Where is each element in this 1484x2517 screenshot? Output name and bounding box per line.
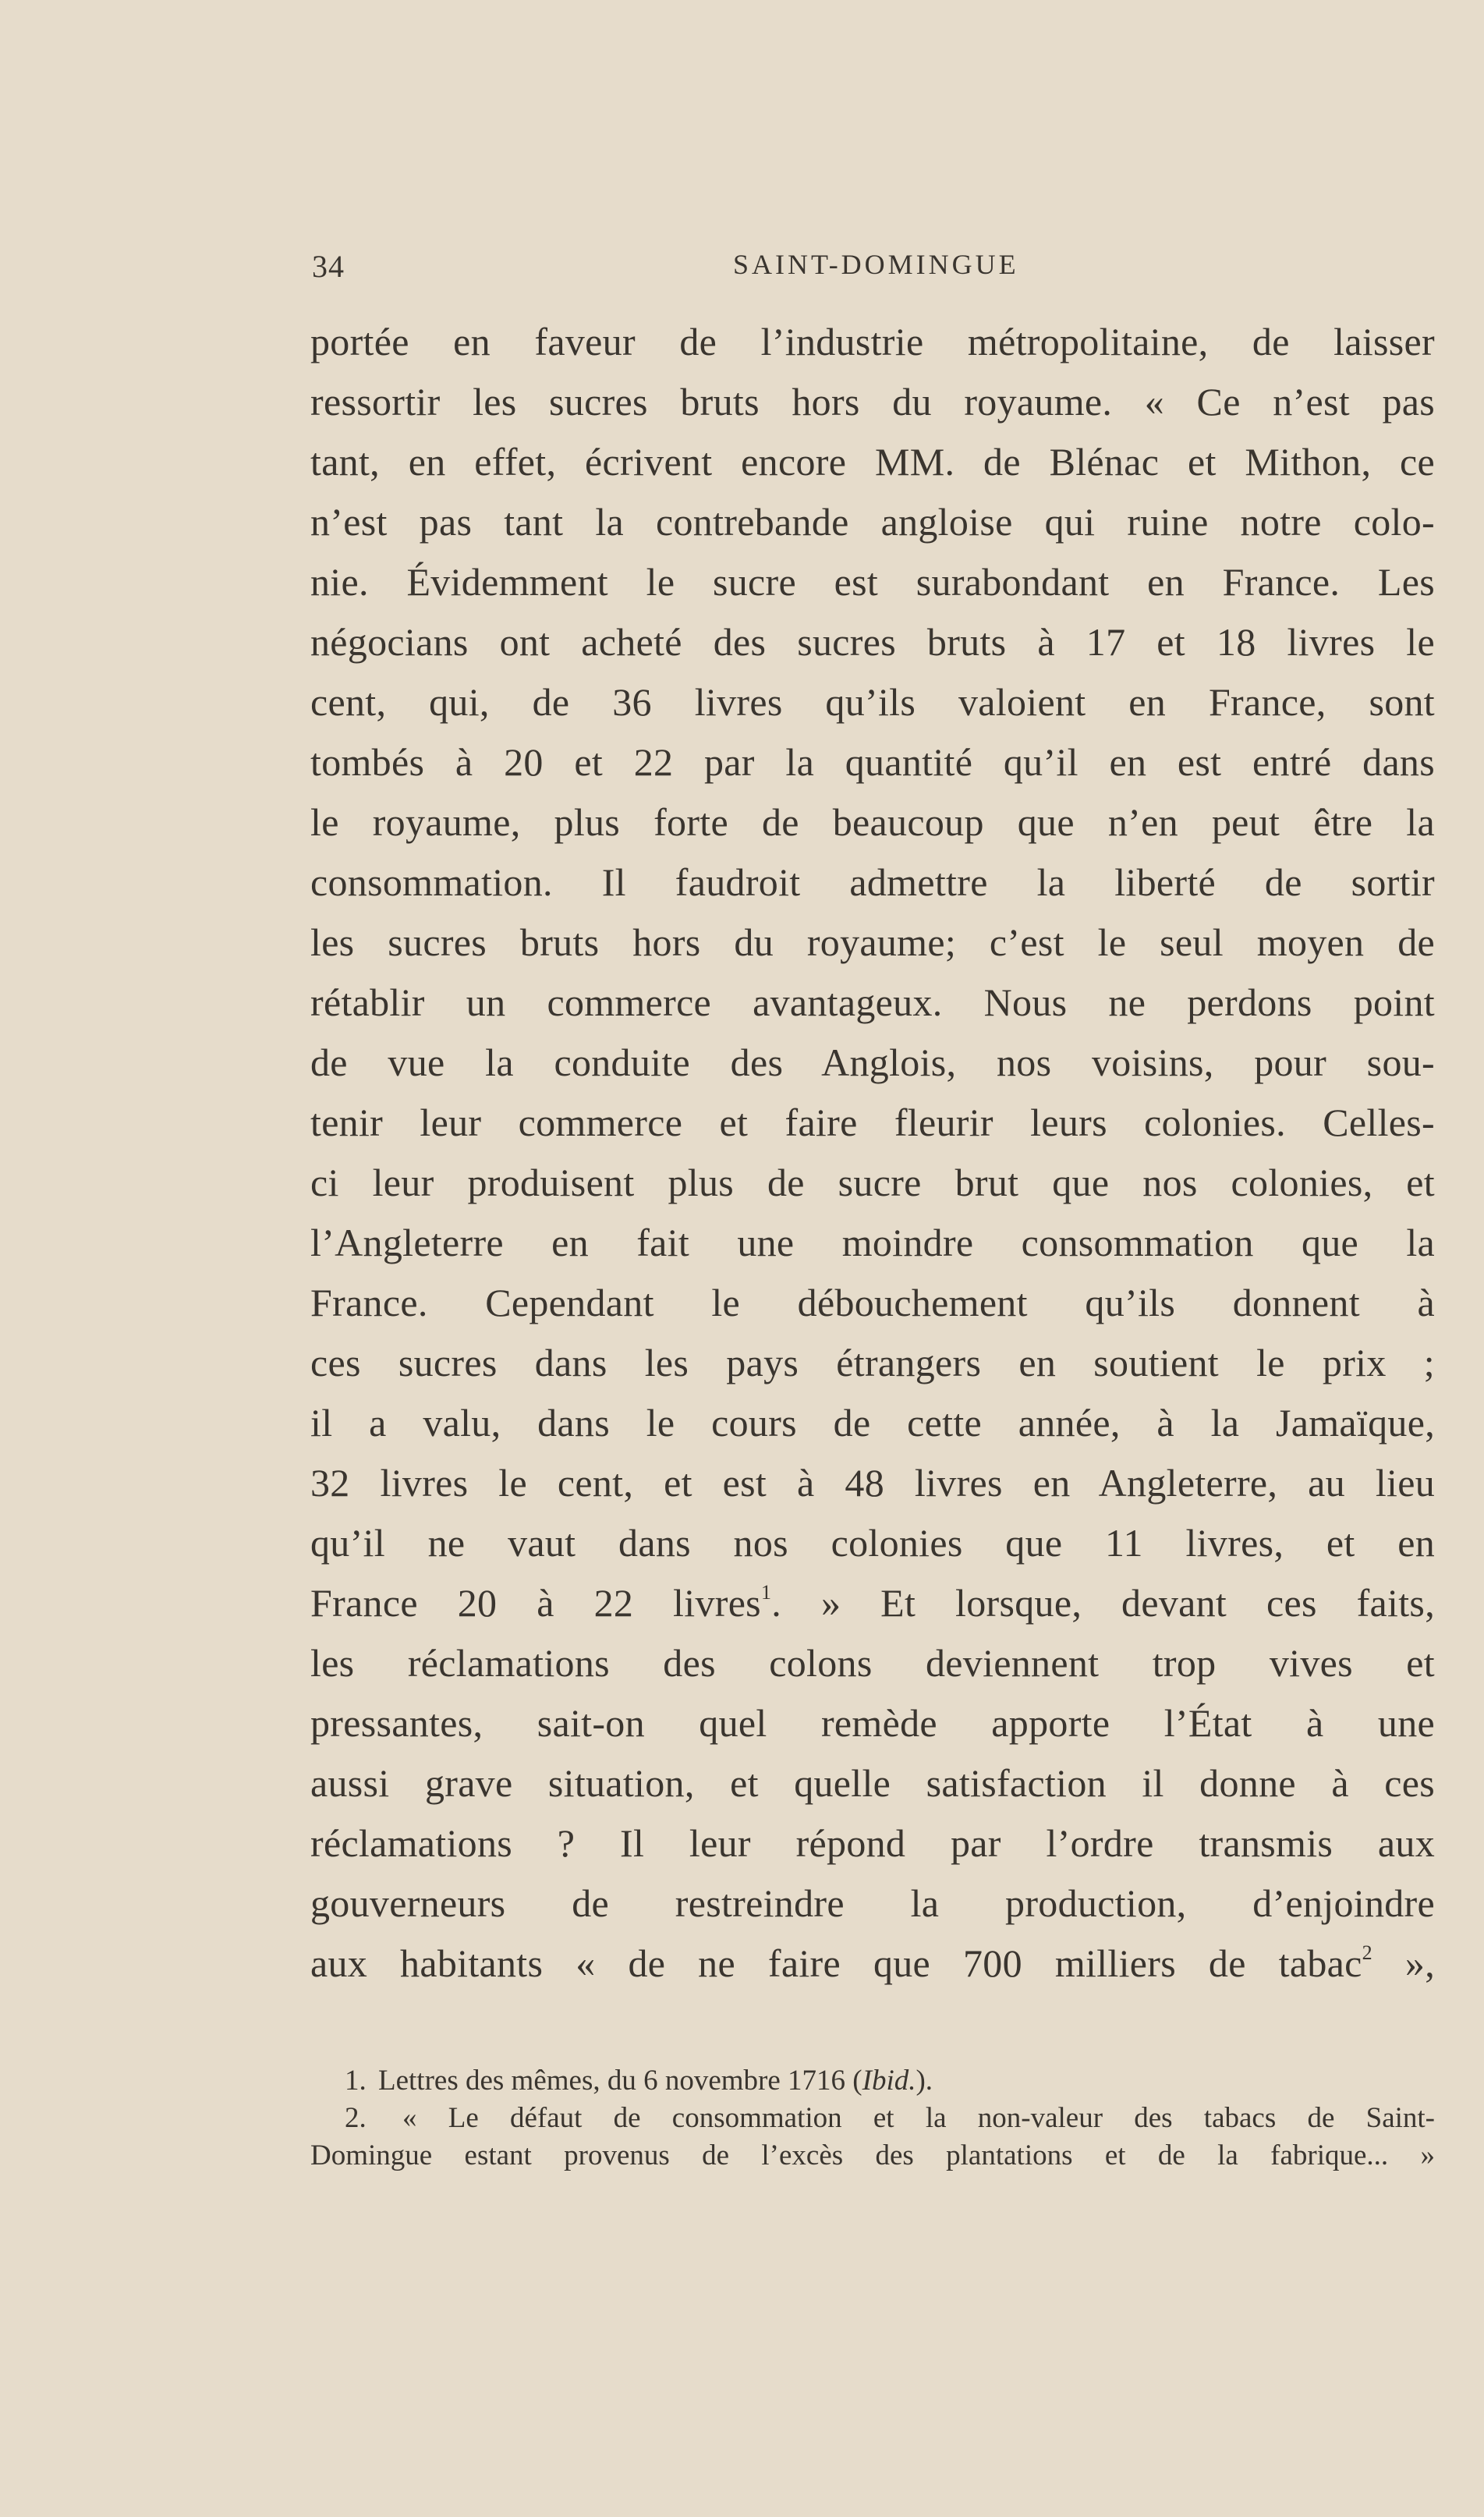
text-line: portée en faveur de l’industrie métropolitaine, de laisser [310,320,1435,363]
text-line: France. Cependant le débouchement qu’ils donnent à [310,1281,1435,1324]
text-line: pressantes, sait-on quel remède apporte l’État à une [310,1701,1435,1745]
footnote-2 [310,2100,1435,2137]
text-line: l’Angleterre en fait une moindre consommation que la [310,1221,1435,1264]
text-line: les sucres bruts hors du royaume; c’est le seul moyen de [310,920,1435,964]
footnote-text: « Le défaut de consommation et la non-valeur des tabacs de Saint- [402,2102,1436,2134]
text-line: négocians ont acheté des sucres bruts à 17 et 18 livres le [310,620,1435,664]
footnotes [310,2062,1435,2175]
footnote-ref-1: 1 [760,1581,772,1604]
text-line: n’est pas tant la contrebande angloise qui ruine notre colo- [310,500,1435,544]
footnote-1 [310,2062,1435,2100]
running-title: SAINT-DOMINGUE [733,249,1019,280]
footnote-ref-2: 2 [1362,1941,1372,1964]
text-segment: aux habitants « de ne faire que 700 milliers de tabac [310,1941,1362,1985]
text-line: rétablir un commerce avantageux. Nous ne perdons point [310,980,1435,1024]
text-line: aussi grave situation, et quelle satisfaction il donne à ces [310,1761,1435,1805]
text-line: tant, en effet, écrivent encore MM. de Blénac et Mithon, ce [310,440,1435,484]
footnote-italic: Ibid. [862,2065,916,2097]
text-line: le royaume, plus forte de beaucoup que n’en peut être la [310,800,1435,844]
text-segment: . » Et lorsque, devant ces faits, [771,1581,1435,1625]
text-line: il a valu, dans le cours de cette année, à la Jamaïque, [310,1401,1435,1445]
text-line: cent, qui, de 36 livres qu’ils valoient en France, sont [310,680,1435,724]
text-line: ci leur produisent plus de sucre brut que nos colonies, et [310,1161,1435,1204]
text-line: ces sucres dans les pays étrangers en soutient le prix ; [310,1341,1435,1384]
text-line-with-footnote-ref [310,1934,1435,1994]
text-segment: », [1372,1941,1435,1985]
text-line: gouverneurs de restreindre la production, d’enjoindre [310,1881,1435,1925]
running-head [312,248,1435,295]
text-line: de vue la conduite des Anglois, nos voisins, pour sou- [310,1040,1435,1084]
text-line: qu’il ne vaut dans nos colonies que 11 livres, et en [310,1521,1435,1565]
text-line: réclamations ? Il leur répond par l’ordre transmis aux [310,1821,1435,1865]
text-segment: France 20 à 22 livres [310,1581,761,1625]
text-line: tombés à 20 et 22 par la quantité qu’il en est entré dans [310,740,1435,784]
text-line: consommation. Il faudroit admettre la liberté de sortir [310,860,1435,904]
footnote-marker: 2. [345,2102,367,2134]
footnote-text: ). [916,2065,933,2097]
text-line: les réclamations des colons deviennent trop vives et [310,1641,1435,1685]
text-line: ressortir les sucres bruts hors du royaume. « Ce n’est pas [310,380,1435,424]
body-text [310,312,1435,2028]
page-number: 34 [312,249,345,284]
text-line-with-footnote-ref [310,1573,1435,1633]
footnote-text: Lettres des mêmes, du 6 novembre 1716 ( [378,2065,862,2097]
text-line: tenir leur commerce et faire fleurir leurs colonies. Celles- [310,1101,1435,1144]
text-line: 32 livres le cent, et est à 48 livres en Angleterre, au lieu [310,1461,1435,1505]
footnote-marker: 1. [345,2065,367,2097]
text-line: nie. Évidemment le sucre est surabondant en France. Les [310,560,1435,604]
footnote-2-continuation: Domingue estant provenus de l’excès des plantations et de la fabrique... » [310,2139,1435,2171]
